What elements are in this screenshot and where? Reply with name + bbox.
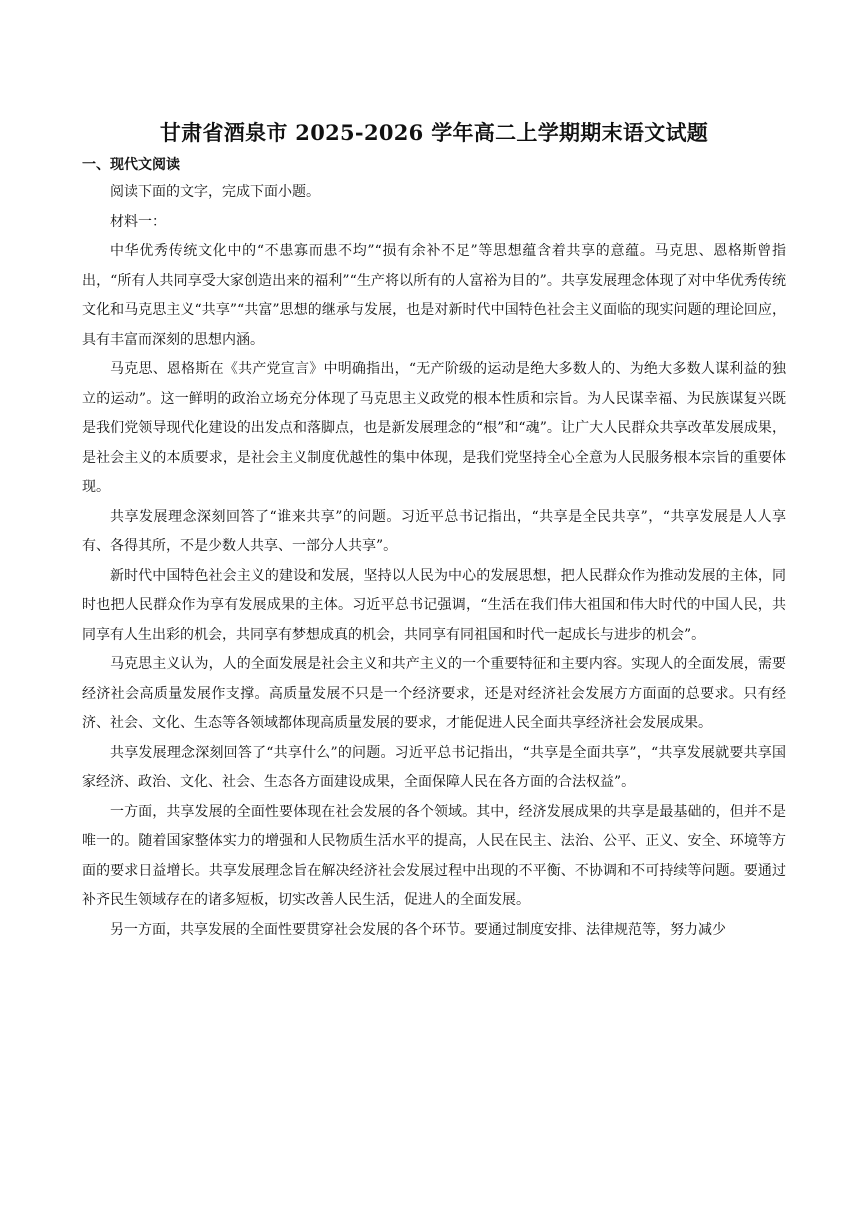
paragraph: 共享发展理念深刻回答了“共享什么”的问题。习近平总书记指出，“共享是全面共享”，“共享发展就要共享国家经济、政治、文化、社会、生态各方面建设成果，全面保障人民在各方面的合法权益”。	[82, 744, 786, 790]
paragraph: 共享发展理念深刻回答了“谁来共享”的问题。习近平总书记指出，“共享是全民共享”，“共享发展是人人享有、各得其所，不是少数人共享、一部分人共享”。	[82, 508, 786, 554]
document-body	[82, 178, 786, 945]
paragraph: 马克思、恩格斯在《共产党宣言》中明确指出，“无产阶级的运动是绝大多数人的、为绝大多数人谋利益的独立的运动”。这一鲜明的政治立场充分体现了马克思主义政党的根本性质和宗旨。为人民谋幸福、为民族谋复兴既是我们党领导现代化建设的出发点和落脚点，也是新发展理念的“根”和“魂”。让广大人民群众共享改革发展成果，是社会主义的本质要求，是社会主义制度优越性的集中体现，是我们党坚持全心全意为人民服务根本宗旨的重要体现。	[82, 361, 786, 495]
paragraph: 马克思主义认为，人的全面发展是社会主义和共产主义的一个重要特征和主要内容。实现人的全面发展，需要经济社会高质量发展作支撑。高质量发展不只是一个经济要求，还是对经济社会发展方方面面的总要求。只有经济、社会、文化、生态等各领域都体现高质量发展的要求，才能促进人民全面共享经济社会发展成果。	[82, 656, 786, 731]
document-title: 甘肃省酒泉市 2025-2026 学年高二上学期期末语文试题	[159, 120, 709, 145]
paragraph: 新时代中国特色社会主义的建设和发展，坚持以人民为中心的发展思想，把人民群众作为推动发展的主体，同时也把人民群众作为享有发展成果的主体。习近平总书记强调，“生活在我们伟大祖国和伟大时代的中国人民，共同享有人生出彩的机会，共同享有梦想成真的机会，共同享有同祖国和时代一起成长与进步的机会”。	[82, 567, 786, 643]
paragraph: 一方面，共享发展的全面性要体现在社会发展的各个领域。其中，经济发展成果的共享是最基础的，但并不是唯一的。随着国家整体实力的增强和人民物质生活水平的提高，人民在民主、法治、公平、正义、安全、环境等方面的要求日益增长。共享发展理念旨在解决经济社会发展过程中出现的不平衡、不协调和不可持续等问题。要通过补齐民生领域存在的诸多短板，切实改善人民生活，促进人的全面发展。	[82, 803, 786, 908]
material-label: 材料一：	[110, 213, 166, 230]
paragraph: 中华优秀传统文化中的“不患寡而患不均”“损有余补不足”等思想蕴含着共享的意蕴。马克思、恩格斯曾指出，“所有人共同享受大家创造出来的福利”“生产将以所有的人富裕为目的”。共享发展理念体现了对中华优秀传统文化和马克思主义“共享”“共富”思想的继承与发展，也是对新时代中国特色社会主义面临的现实问题的理论回应，具有丰富而深刻的思想内涵。	[82, 243, 786, 348]
section-heading: 一、现代文阅读	[82, 157, 180, 173]
instruction-text: 阅读下面的文字，完成下面小题。	[110, 184, 320, 200]
paragraph: 另一方面，共享发展的全面性要贯穿社会发展的各个环节。要通过制度安排、法律规范等，努力减少	[110, 921, 726, 938]
